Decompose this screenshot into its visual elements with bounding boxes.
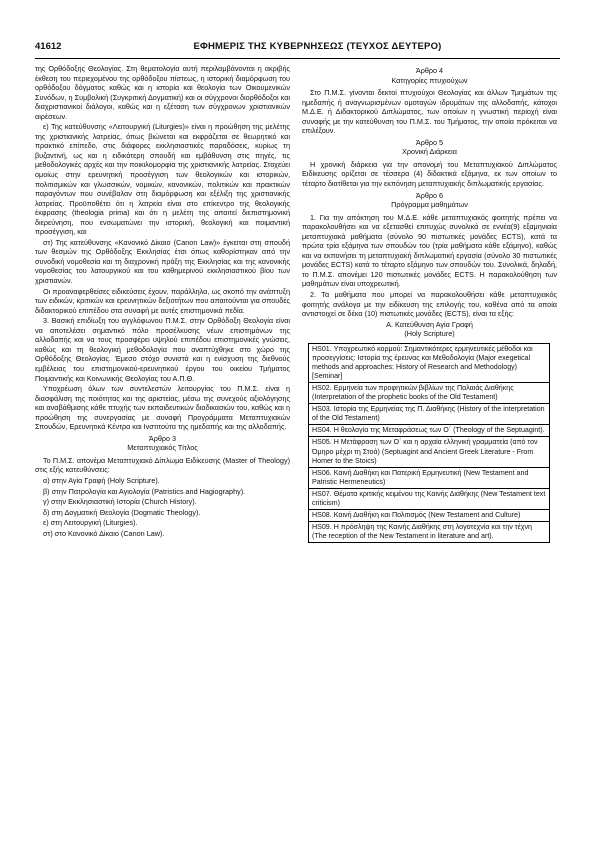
course-code: HS03. xyxy=(312,405,332,414)
paragraph: ε) Της κατεύθυνσης «Λειτουργική (Liturgies)» είναι η προώθηση της μελέτης της χριστιανικής λατρείας, όπως βιώνεται και εκφράζεται σε θεωρητικό και πρακτικό επίπεδο, στις διάφορες εκκλησιαστικές παραδόσεις, κυρίως τη βυζαντινή, ως και η ειδικότερη σπουδή και εμβάθυνση στις πηγές, τις μεθοδολογικές αρχές και την ποικιλομορφία της χριστιανικής λατρείας. Στοχεύει ομοίως στην ερευνητική προσέγγιση των θεολογικών και ιστορικών, πολιτισμικών και γλωσσικών, νομικών, κανονικών, πολιτικών και πρακτικών παραγόντων που συνέβαλαν στη διαμόρφωση και εξέλιξη της χριστιανικής λατρείας. Προϋποθέτει ότι η λατρεία είναι στο επίκεντρο της θεολογικής έκφρασης (theologia prima) και ότι η μελέτη της απαιτεί διεπιστημονική διερεύνηση, που ενσωματώνει την ιστορική, θεολογική και ποιμαντική προσέγγιση, και xyxy=(35,122,290,237)
course-code: HS01. xyxy=(312,344,332,353)
list-item: β) στην Πατρολογία και Αγιολογία (Patristics and Hagiography). xyxy=(43,486,246,496)
course-text: Καινή Διαθήκη και Πατερική Ερμηνευτική (New Testament and Patristic Hermeneutics) xyxy=(312,468,529,486)
paragraph: στ) Της κατεύθυνσης «Κανονικό Δίκαιο (Canon Law)» έγκειται στη σπουδή των θεσμών της Ορθόδοξης Εκκλησίας έτσι όπως καθορίστηκαν από την συνοδική νομοθεσία και τη διαχρονική πράξη της Εκκλησίας και της κανονικής νομοθεσίας του λατουργικού και του καθημερινού εκκλησιαστικού βίου των χριστιανών. xyxy=(35,237,290,286)
list-item: στ) στο Κανονικό Δίκαιο (Canon Law). xyxy=(43,528,165,538)
course-cell xyxy=(309,467,550,488)
paragraph: Οι προαναφερθείσες ειδικεύσεις έχουν, παράλληλα, ως σκοπό την ανάπτυξη των ειδικών, κριτικών και ερευνητικών δεξιοτήτων που απαιτούνται για σπουδές διδακτορικού επιπέδου στα συναφή με αυτές επιστημονικά πεδία. xyxy=(35,286,290,315)
article-title: Χρονική Διάρκεια xyxy=(402,147,457,157)
section-subtitle: (Holy Scripture) xyxy=(404,329,455,339)
list-item: δ) στη Δογματική Θεολογία (Dogmatic Theology). xyxy=(43,507,201,517)
course-row xyxy=(309,404,550,425)
paragraph: Στο Π.Μ.Σ. γίνονται δεκτοί πτυχιούχοι Θεολογίας και άλλων Τμημάτων της ημεδαπής ή αναγνωρισμένων ομοταγών ιδρυμάτων της αλλοδαπής, κάτοχοι Μ.Δ.Ε. ή Διδακτορικού Διπλώματος, των οποίων η γνωστική περιοχή είναι συναφής με την κατεύθυνση του Π.Μ.Σ. του Τμήματος, την οποία πρόκειται να επιλέξουν. xyxy=(302,88,557,136)
paragraph: Το Π.Μ.Σ. απονέμα Μεταπτυχιακό Δίπλωμα Ειδίκευσης (Master of Theology) στις εξής κατευθύνσεις: xyxy=(35,455,290,475)
course-code: HS07. xyxy=(312,489,332,498)
page-number: 41612 xyxy=(35,41,62,52)
list-item: α) στην Αγία Γραφή (Holy Scripture). xyxy=(43,475,160,485)
article-number: Άρθρο 6 xyxy=(415,190,444,200)
course-row xyxy=(309,383,550,404)
course-code: HS09. xyxy=(312,523,332,532)
article-title: Πρόγραμμα μαθημάτων xyxy=(391,200,468,210)
course-cell xyxy=(309,510,550,522)
course-cell xyxy=(309,425,550,437)
course-text: Υποχρεωτικό κορμού: Σημαντικότερες ερμηνευτικές μέθοδοι και προσεγγίσεις: Ιστορία της έρευνας και Μεθοδολογία (Major exegetical methods and approaches: History of Research and Methodology) [Seminar] xyxy=(312,344,533,380)
course-text: Καινή Διαθήκη και Πολιτισμός (New Testament and Culture) xyxy=(333,511,521,520)
gazette-title: ΕΦΗΜΕΡΙΣ ΤΗΣ ΚΥΒΕΡΝΗΣΕΩΣ (ΤΕΥΧΟΣ ΔΕΥΤΕΡΟ) xyxy=(193,41,442,52)
article-title: Κατηγορίες πτυχιούχων xyxy=(391,75,468,85)
course-row xyxy=(309,510,550,522)
course-row xyxy=(309,522,550,543)
course-row xyxy=(309,437,550,467)
course-cell xyxy=(309,437,550,467)
course-text: Ερμηνεία των προφητικών βιβλίων της Παλαιάς Διαθήκης (Interpretation of the prophetic books of the Old Testament) xyxy=(312,384,514,402)
paragraph: 2. Τα μαθήματα που μπορεί να παρακολουθήσει κάθε μεταπτυχιακός φοιτητής ανάλογα με την ειδίκευση της επιλογής του, καθένα από τα οποία αντιστοιχεί σε δέκα (10) πιστωτικές μονάδες (ECTS), είναι τα εξής: xyxy=(302,290,557,319)
course-text: Θέματα κριτικής κειμένου της Καινής Διαθήκης (New Testament text criticism) xyxy=(312,489,546,507)
page-header xyxy=(35,41,560,57)
course-code: HS02. xyxy=(312,384,332,393)
paragraph: Υποχρέωση όλων των συντελεστών λειτουργίας του Π.Μ.Σ. είναι η διασφάλιση της ποιότητας και της αριστείας, μέσω της συνεχούς αξιολόγησης και αναβάθμισης κάθε πτυχής των εκπαιδευτικών διαδικασιών του, καθώς και η προώθηση της συνεργασίας με συναφή Προγράμματα Μεταπτυχιακών Σπουδών, Ερευνητικά Κέντρα και Ινστιτούτα της ημεδαπής και της αλλοδαπής. xyxy=(35,384,290,432)
header-rule xyxy=(35,58,560,59)
article-number: Άρθρο 3 xyxy=(148,433,177,443)
course-row xyxy=(309,425,550,437)
course-cell xyxy=(309,404,550,425)
specialization-list xyxy=(35,476,290,538)
course-code: HS04. xyxy=(312,426,332,435)
course-cell xyxy=(309,343,550,382)
course-code: HS05. xyxy=(312,438,332,447)
left-column xyxy=(35,64,290,539)
course-cell xyxy=(309,383,550,404)
course-table xyxy=(308,343,550,543)
paragraph: της Ορθόδοξης Θεολογίας. Στη θεματολογία αυτή περιλαμβάνονται η ακριβής έκθεση του περιεχομένου της ορθόδοξου πίστεως, η ιστορική διαμόρφωση του ορθόδοξου δόγματος καθώς και η ιστορία και θεολογία των Οικουμενικών Συνόδων, η Συμβολική (Συγκριτική Δογματική) και οι σύγχρονοι διορθόδοξοι και διαχριστιανικοί διάλογοι, καθώς και η εξέταση των σύγχρονων χριστιανικών αιρέσεων. xyxy=(35,64,290,121)
article-title: Μεταπτυχιακός Τίτλος xyxy=(127,443,198,453)
list-item: ε) στη Λειτουργική (Liturgies). xyxy=(43,518,138,528)
article-number: Άρθρο 5 xyxy=(415,137,444,147)
course-row xyxy=(309,467,550,488)
course-text: Η Μετάφραση των Ο΄ και η αρχαία ελληνική γραμματεία (από τον Όμηρο μέχρι τη Στοά) (Septuagint and Ancient Greek Literature - From Homer to the Stoics) xyxy=(312,438,538,465)
paragraph: 3. Βασική επιδίωξη του αγγλόφωνου Π.Μ.Σ. στην Ορθόδοξη Θεολογία είναι να αποτελέσει σημαντικό πόλο προσέλκυσης νέων επιστημόνων της αλλοδαπής και να τους προσφέρει υψηλού επιπέδου επιστημονικές γνώσεις, καθώς και τη θεολογική μεθοδολογία που αναπτύχθηκε στο χώρο της Ορθόδοξης Θεολογίας. Έμεσο στόχο συνιστά και η ενίσχυση της διεθνούς εμβέλειας του επιστημονικού-ερευνητικού έργου του οικείου Τμήματος Ποιμαντικής και Κοινωνικής Θεολογίας του Α.Π.Θ. xyxy=(35,316,290,383)
course-row xyxy=(309,488,550,509)
list-item: γ) στην Εκκλησιαστική Ιστορία (Church History). xyxy=(43,497,197,507)
course-cell xyxy=(309,522,550,543)
paragraph: Η χρονική διάρκεια για την απονομή του Μεταπτυχιακού Διπλώματος Ειδίκευσης ορίζεται σε τέσσερα (4) διδακτικά εξάμηνα, εκ των οποίων το τέταρτο διατίθεται για την εκπόνηση μεταπτυχιακής διπλωματικής εργασίας. xyxy=(302,159,557,189)
course-code: HS06. xyxy=(312,468,332,477)
course-text: Η θεολογία της Μεταφράσεως των Ο΄ (Theology of the Septuagint). xyxy=(333,426,545,435)
right-column xyxy=(302,64,557,543)
article-number: Άρθρο 4 xyxy=(415,66,444,75)
course-text: Ιστορία της Ερμηνείας της Π. Διαθήκης (History of the interpretation of the Old Testament) xyxy=(312,405,545,423)
course-row xyxy=(309,343,550,382)
course-code: HS08. xyxy=(312,511,332,520)
paragraph: 1. Για την απόκτηση του Μ.Δ.Ε. κάθε μεταπτυχιακός φοιτητής πρέπει να παρακολουθήσει και να εξετασθεί επιτυχώς συνολικά σε εννέα(9) εξαμηνιαία μεταπτυχιακά μαθήματα (σύνολο 90 πιστωτικές μονάδες ECTS), κατά τα πρώτα τρία εξάμηνα των σπουδών του (τρία μαθήματα κάθε εξάμηνο), καθώς και να εκπονήσει τη μεταπτυχιακή διπλωματική εργασία (σύνολο 30 πιστωτικές μονάδες ECTS) κατά το τέταρτο εξάμηνο των σπουδών του. Συνολικά, δηλαδή, το Π.Μ.Σ. απονέμει 120 πιστωτικές μονάδες ECTS. Η παρακολούθηση των μαθημάτων είναι υποχρεωτική. xyxy=(302,212,557,289)
section-title: Α. Κατεύθυνση Αγία Γραφή xyxy=(386,319,473,329)
course-text: Η πρόσληψη της Καινής Διαθήκης στη λογοτεχνία και την τέχνη (The reception of the New Testament in literature and art). xyxy=(312,523,532,541)
course-cell xyxy=(309,488,550,509)
